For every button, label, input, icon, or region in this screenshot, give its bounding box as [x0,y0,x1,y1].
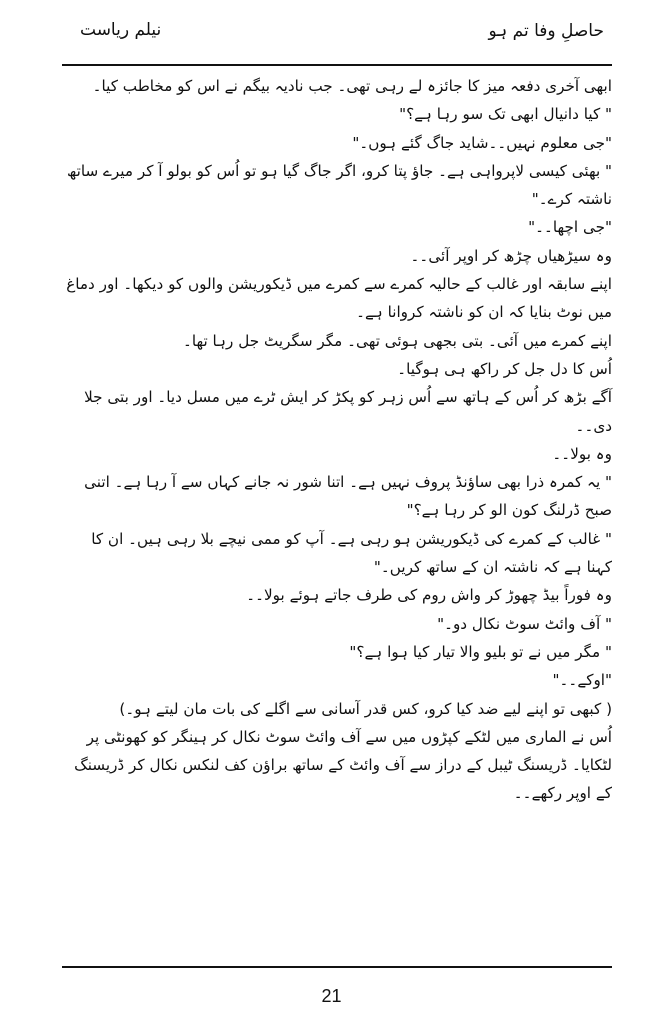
paragraph: "اوکے۔۔" [552,671,612,690]
paragraph: آگے بڑھ کر اُس کے ہاتھ سے اُس زہر کو پکڑ کر ایش ٹرے میں مسل دیا۔ اور بتی جلا دی۔۔ [84,388,612,435]
paragraph: وہ فوراً بیڈ چھوڑ کر واش روم کی طرف جاتے ہوئے بولا۔۔ [246,586,612,605]
paragraph: ( کبھی تو اپنے لیے ضد کیا کرو، کس قدر آسانی سے اگلے کی بات مان لیتے ہو۔) [119,699,612,718]
paragraph: " آف وائٹ سوٹ نکال دو۔" [437,614,612,633]
paragraph: وہ سیڑھیاں چڑھ کر اوپر آئی۔۔ [410,246,612,265]
paragraph: " غالب کے کمرے کی ڈیکوریشن ہو رہی ہے۔ آپ کو ممی نیچے بلا رہی ہیں۔ ان کا کہنا ہے کہ ناشتہ ان کے ساتھ کریں۔" [91,529,612,577]
paragraph: " یہ کمرہ ذرا بھی ساؤنڈ پروف نہیں ہے۔ اتنا شور نہ جانے کہاں سے آ رہا ہے۔ اتنی صبح ڈرلنگ کون الو کر رہا ہے؟" [84,473,612,520]
page-number: 21 [321,986,342,1006]
paragraph: " کیا دانیال ابھی تک سو رہا ہے؟" [399,105,612,124]
paragraph: اُس نے الماری میں لٹکے کپڑوں میں سے آف وائٹ سوٹ نکال کر ہینگر کو کھونٹی پر لٹکایا۔ ڈریسنگ ٹیبل کے دراز سے آف وائٹ کے ساتھ براؤن کف لنکس نکال کر ڈریسنگ کے اوپر رکھے۔۔ [74,727,612,803]
paragraph: وہ بولا۔۔ [552,444,612,463]
paragraph: " مگر میں نے تو بلیو والا تیار کیا ہوا ہے؟" [349,642,612,661]
paragraph: "جی معلوم نہیں۔۔شاید جاگ گئے ہوں۔" [352,133,612,152]
book-title: حاصلِ وفا تم ہو [488,21,604,41]
footer-divider [62,966,612,968]
page-header [60,16,616,56]
paragraph: " بھئی کیسی لاپرواہی ہے۔ جاؤ پتا کرو، اگر جاگ گیا ہو تو اُس کو بولو آ کر میرے ساتھ ناشتہ کرے۔" [67,161,612,209]
header-divider [62,64,612,66]
paragraph: اپنے کمرے میں آئی۔ بتی بجھی ہوئی تھی۔ مگر سگریٹ جل رہا تھا۔ [182,331,612,350]
body-text [62,72,612,808]
paragraph: ابھی آخری دفعہ میز کا جائزہ لے رہی تھی۔ جب نادیہ بیگم نے اس کو مخاطب کیا۔ [92,77,612,95]
author-name: نیلم ریاست [80,20,162,40]
paragraph: اُس کا دل جل کر راکھ ہی ہوگیا۔ [397,359,612,378]
paragraph: اپنے سابقہ اور غالب کے حالیہ کمرے سے کمرے میں ڈیکوریشن والوں کو دیکھا۔ اور دماغ میں نوٹ بنایا کہ ان کو ناشتہ کروانا ہے۔ [66,275,612,322]
paragraph: "جی اچھا۔۔" [528,218,612,237]
